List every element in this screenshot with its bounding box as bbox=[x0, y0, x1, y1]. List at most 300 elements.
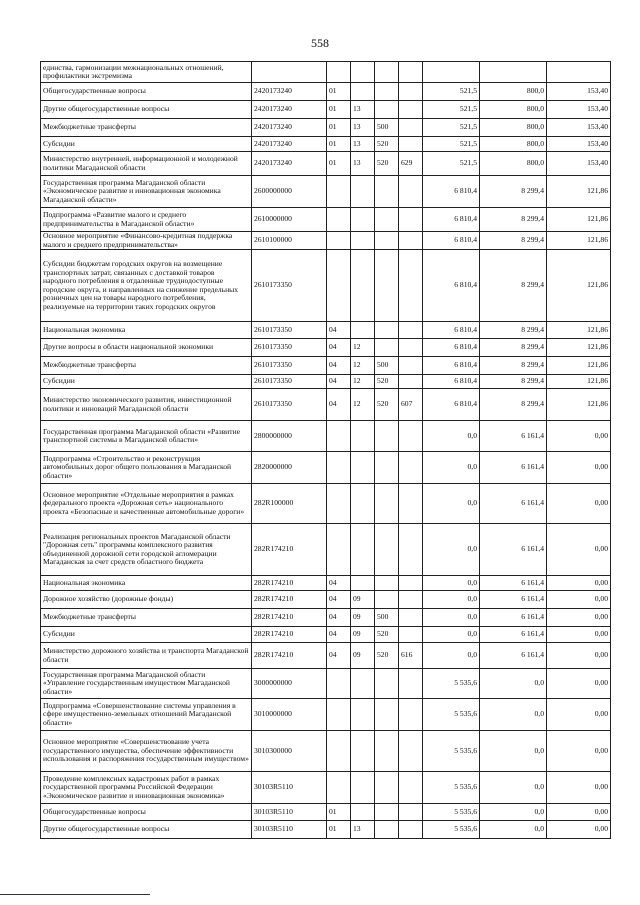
row-csr-code: 2610173350 bbox=[252, 322, 327, 339]
row-percent: 121,86 bbox=[547, 250, 611, 322]
row-value-1: 0,0 bbox=[423, 484, 480, 524]
row-value-1: 6 810,4 bbox=[423, 389, 480, 421]
row-section-code bbox=[327, 208, 351, 232]
row-expense-type-code bbox=[375, 669, 399, 699]
row-administrator-code bbox=[399, 731, 423, 772]
row-expense-type-code bbox=[375, 484, 399, 524]
row-value-2: 8 299,4 bbox=[480, 357, 547, 375]
row-subsection-code bbox=[351, 524, 375, 576]
row-expense-type-code: 520 bbox=[375, 152, 399, 176]
table-row bbox=[41, 322, 611, 339]
row-csr-code: 282R174210 bbox=[252, 524, 327, 576]
row-value-1: 6 810,4 bbox=[423, 250, 480, 322]
row-section-code bbox=[327, 232, 351, 250]
row-value-1: 5 535,6 bbox=[423, 821, 480, 839]
table-row bbox=[41, 83, 611, 101]
row-section-code: 04 bbox=[327, 389, 351, 421]
row-section-code: 01 bbox=[327, 804, 351, 821]
table-row bbox=[41, 152, 611, 176]
row-section-code: 04 bbox=[327, 609, 351, 627]
row-csr-code: 30103R5110 bbox=[252, 804, 327, 821]
row-administrator-code: 607 bbox=[399, 389, 423, 421]
table-row bbox=[41, 731, 611, 772]
row-section-code: 04 bbox=[327, 643, 351, 669]
row-subsection-code: 13 bbox=[351, 152, 375, 176]
row-administrator-code bbox=[399, 591, 423, 609]
table-row bbox=[41, 452, 611, 484]
row-name: единства, гармонизации межнациональных отношений, профилактики экстремизма bbox=[41, 62, 252, 83]
row-percent: 121,86 bbox=[547, 322, 611, 339]
row-subsection-code bbox=[351, 421, 375, 452]
row-section-code bbox=[327, 484, 351, 524]
row-expense-type-code: 520 bbox=[375, 627, 399, 643]
row-section-code: 04 bbox=[327, 576, 351, 591]
row-expense-type-code bbox=[375, 339, 399, 357]
row-value-1: 6 810,4 bbox=[423, 375, 480, 389]
table-row bbox=[41, 576, 611, 591]
table-row bbox=[41, 250, 611, 322]
row-csr-code: 282R174210 bbox=[252, 643, 327, 669]
row-value-2: 6 161,4 bbox=[480, 609, 547, 627]
row-administrator-code bbox=[399, 821, 423, 839]
row-section-code: 04 bbox=[327, 322, 351, 339]
row-percent: 121,86 bbox=[547, 357, 611, 375]
row-percent: 153,40 bbox=[547, 152, 611, 176]
row-expense-type-code bbox=[375, 83, 399, 101]
row-percent: 0,00 bbox=[547, 452, 611, 484]
row-expense-type-code bbox=[375, 731, 399, 772]
row-name: Национальная экономика bbox=[41, 322, 252, 339]
row-expense-type-code: 500 bbox=[375, 119, 399, 137]
row-value-2: 8 299,4 bbox=[480, 176, 547, 208]
table-row bbox=[41, 101, 611, 119]
row-csr-code: 282R174210 bbox=[252, 591, 327, 609]
row-administrator-code bbox=[399, 232, 423, 250]
row-value-2: 0,0 bbox=[480, 731, 547, 772]
row-section-code: 01 bbox=[327, 83, 351, 101]
row-administrator-code bbox=[399, 452, 423, 484]
row-value-1: 5 535,6 bbox=[423, 731, 480, 772]
row-section-code bbox=[327, 452, 351, 484]
row-name: Основное мероприятие «Отдельные мероприятия в рамках федерального проекта «Дорожная сеть» национального проекта «Безопасные и качественные автомобильные дороги» bbox=[41, 484, 252, 524]
row-name: Дорожное хозяйство (дорожные фонды) bbox=[41, 591, 252, 609]
row-value-2: 6 161,4 bbox=[480, 452, 547, 484]
row-section-code: 01 bbox=[327, 119, 351, 137]
row-section-code bbox=[327, 772, 351, 804]
table-row bbox=[41, 357, 611, 375]
row-administrator-code bbox=[399, 62, 423, 83]
row-section-code bbox=[327, 524, 351, 576]
row-name: Проведение комплексных кадастровых работ в рамках государственной программы Российской Федерации «Экономическое развитие и инновационная экономика» bbox=[41, 772, 252, 804]
row-expense-type-code bbox=[375, 176, 399, 208]
row-subsection-code bbox=[351, 322, 375, 339]
table-row bbox=[41, 232, 611, 250]
table-row bbox=[41, 484, 611, 524]
row-percent: 121,86 bbox=[547, 375, 611, 389]
row-value-2: 800,0 bbox=[480, 152, 547, 176]
row-name: Основное мероприятие «Финансово-кредитная поддержка малого и среднего предпринимательства» bbox=[41, 232, 252, 250]
row-percent: 121,86 bbox=[547, 389, 611, 421]
row-csr-code: 3010000000 bbox=[252, 699, 327, 731]
table-row bbox=[41, 176, 611, 208]
table-row bbox=[41, 421, 611, 452]
row-expense-type-code bbox=[375, 421, 399, 452]
row-expense-type-code bbox=[375, 524, 399, 576]
row-name: Подпрограмма «Строительство и реконструкция автомобильных дорог общего пользования в Магаданской области» bbox=[41, 452, 252, 484]
page-number: 558 bbox=[311, 36, 329, 50]
row-name: Другие вопросы в области национальной экономики bbox=[41, 339, 252, 357]
row-expense-type-code bbox=[375, 250, 399, 322]
row-subsection-code: 13 bbox=[351, 821, 375, 839]
row-csr-code: 3000000000 bbox=[252, 669, 327, 699]
row-name: Другие общегосударственные вопросы bbox=[41, 101, 252, 119]
row-administrator-code bbox=[399, 250, 423, 322]
row-administrator-code bbox=[399, 421, 423, 452]
row-csr-code: 2420173240 bbox=[252, 119, 327, 137]
row-expense-type-code: 500 bbox=[375, 357, 399, 375]
row-csr-code: 2600000000 bbox=[252, 176, 327, 208]
row-percent: 121,86 bbox=[547, 176, 611, 208]
row-subsection-code bbox=[351, 484, 375, 524]
table-row bbox=[41, 389, 611, 421]
row-percent: 0,00 bbox=[547, 484, 611, 524]
row-value-1: 0,0 bbox=[423, 421, 480, 452]
row-value-1: 521,5 bbox=[423, 152, 480, 176]
row-value-2: 8 299,4 bbox=[480, 232, 547, 250]
row-subsection-code: 13 bbox=[351, 137, 375, 152]
table-row bbox=[41, 804, 611, 821]
row-value-1: 0,0 bbox=[423, 452, 480, 484]
row-subsection-code bbox=[351, 699, 375, 731]
row-value-2 bbox=[480, 62, 547, 83]
row-expense-type-code bbox=[375, 804, 399, 821]
row-expense-type-code bbox=[375, 591, 399, 609]
row-administrator-code bbox=[399, 627, 423, 643]
row-value-2: 0,0 bbox=[480, 699, 547, 731]
row-name: Другие общегосударственные вопросы bbox=[41, 821, 252, 839]
row-value-2: 8 299,4 bbox=[480, 208, 547, 232]
row-expense-type-code: 520 bbox=[375, 375, 399, 389]
row-administrator-code: 629 bbox=[399, 152, 423, 176]
table-row bbox=[41, 627, 611, 643]
row-name: Субсидии bbox=[41, 627, 252, 643]
row-name: Субсидии bbox=[41, 375, 252, 389]
row-value-1: 6 810,4 bbox=[423, 339, 480, 357]
row-subsection-code: 12 bbox=[351, 375, 375, 389]
row-administrator-code bbox=[399, 524, 423, 576]
row-expense-type-code bbox=[375, 772, 399, 804]
row-percent: 0,00 bbox=[547, 669, 611, 699]
row-section-code bbox=[327, 62, 351, 83]
row-subsection-code: 12 bbox=[351, 389, 375, 421]
row-csr-code: 2420173240 bbox=[252, 137, 327, 152]
row-administrator-code bbox=[399, 804, 423, 821]
row-name: Министерство внутренней, информационной и молодежной политики Магаданской области bbox=[41, 152, 252, 176]
row-expense-type-code bbox=[375, 208, 399, 232]
row-value-1: 5 535,6 bbox=[423, 699, 480, 731]
row-value-1: 5 535,6 bbox=[423, 804, 480, 821]
row-percent: 0,00 bbox=[547, 731, 611, 772]
row-value-2: 8 299,4 bbox=[480, 339, 547, 357]
row-expense-type-code: 500 bbox=[375, 609, 399, 627]
row-value-1: 0,0 bbox=[423, 591, 480, 609]
table-row bbox=[41, 772, 611, 804]
row-subsection-code: 13 bbox=[351, 119, 375, 137]
row-value-2: 800,0 bbox=[480, 101, 547, 119]
row-section-code bbox=[327, 669, 351, 699]
row-subsection-code: 09 bbox=[351, 591, 375, 609]
row-subsection-code bbox=[351, 176, 375, 208]
row-percent: 0,00 bbox=[547, 772, 611, 804]
row-percent: 0,00 bbox=[547, 804, 611, 821]
row-expense-type-code bbox=[375, 322, 399, 339]
row-percent: 0,00 bbox=[547, 627, 611, 643]
row-administrator-code bbox=[399, 176, 423, 208]
row-value-1: 5 535,6 bbox=[423, 669, 480, 699]
row-value-2: 0,0 bbox=[480, 669, 547, 699]
row-name: Подпрограмма «Развитие малого и среднего предпринимательства в Магаданской области» bbox=[41, 208, 252, 232]
row-subsection-code bbox=[351, 208, 375, 232]
row-expense-type-code bbox=[375, 452, 399, 484]
row-csr-code: 2610173350 bbox=[252, 250, 327, 322]
row-expense-type-code bbox=[375, 821, 399, 839]
row-expense-type-code bbox=[375, 699, 399, 731]
row-name: Реализация региональных проектов Магаданской области "Дорожная сеть" программы комплексного развития объединенной дорожной сети городской агломерации Магаданская за счет средств областного бюджета bbox=[41, 524, 252, 576]
row-value-2: 8 299,4 bbox=[480, 375, 547, 389]
row-value-2: 8 299,4 bbox=[480, 250, 547, 322]
table-row bbox=[41, 643, 611, 669]
row-section-code: 01 bbox=[327, 152, 351, 176]
row-value-1 bbox=[423, 62, 480, 83]
table-row bbox=[41, 699, 611, 731]
row-subsection-code bbox=[351, 232, 375, 250]
row-name: Основное мероприятие «Совершенствование учета государственного имущества, обеспечение эффективности использования и распоряжения государственным имуществом» bbox=[41, 731, 252, 772]
row-name: Национальная экономика bbox=[41, 576, 252, 591]
row-value-1: 521,5 bbox=[423, 119, 480, 137]
row-section-code: 04 bbox=[327, 339, 351, 357]
row-name: Субсидии бюджетам городских округов на возмещение транспортных затрат, связанных с доставкой товаров народного потребления в отдаленные труднодоступные городские округа, и направленных на снижение предельных розничных цен на товары народного потребления, реализуемые на территории таких городских округов bbox=[41, 250, 252, 322]
row-section-code bbox=[327, 731, 351, 772]
table-row bbox=[41, 524, 611, 576]
row-value-1: 521,5 bbox=[423, 83, 480, 101]
row-subsection-code bbox=[351, 62, 375, 83]
table-row bbox=[41, 591, 611, 609]
row-subsection-code bbox=[351, 731, 375, 772]
row-section-code: 04 bbox=[327, 357, 351, 375]
row-section-code: 04 bbox=[327, 591, 351, 609]
table-row bbox=[41, 669, 611, 699]
row-value-2: 8 299,4 bbox=[480, 389, 547, 421]
row-administrator-code bbox=[399, 669, 423, 699]
row-administrator-code bbox=[399, 119, 423, 137]
row-administrator-code: 616 bbox=[399, 643, 423, 669]
row-section-code bbox=[327, 699, 351, 731]
row-csr-code: 2420173240 bbox=[252, 152, 327, 176]
row-value-1: 6 810,4 bbox=[423, 208, 480, 232]
row-percent: 153,40 bbox=[547, 83, 611, 101]
row-value-1: 521,5 bbox=[423, 101, 480, 119]
row-percent: 153,40 bbox=[547, 101, 611, 119]
row-value-1: 0,0 bbox=[423, 576, 480, 591]
row-value-2: 0,0 bbox=[480, 821, 547, 839]
row-subsection-code bbox=[351, 452, 375, 484]
row-value-1: 521,5 bbox=[423, 137, 480, 152]
row-percent: 0,00 bbox=[547, 591, 611, 609]
row-section-code: 04 bbox=[327, 627, 351, 643]
row-value-1: 0,0 bbox=[423, 627, 480, 643]
table-row bbox=[41, 821, 611, 839]
row-value-2: 6 161,4 bbox=[480, 591, 547, 609]
row-administrator-code bbox=[399, 699, 423, 731]
row-value-2: 800,0 bbox=[480, 119, 547, 137]
row-percent bbox=[547, 62, 611, 83]
footer-rule bbox=[0, 894, 150, 895]
table-row bbox=[41, 339, 611, 357]
row-value-2: 0,0 bbox=[480, 804, 547, 821]
row-value-2: 6 161,4 bbox=[480, 627, 547, 643]
row-administrator-code bbox=[399, 101, 423, 119]
row-percent: 0,00 bbox=[547, 699, 611, 731]
row-administrator-code bbox=[399, 339, 423, 357]
row-expense-type-code bbox=[375, 232, 399, 250]
budget-table bbox=[40, 61, 611, 839]
row-percent: 121,86 bbox=[547, 339, 611, 357]
row-administrator-code bbox=[399, 357, 423, 375]
row-value-2: 6 161,4 bbox=[480, 484, 547, 524]
row-value-2: 6 161,4 bbox=[480, 576, 547, 591]
row-section-code bbox=[327, 250, 351, 322]
row-percent: 0,00 bbox=[547, 524, 611, 576]
row-csr-code: 282R100000 bbox=[252, 484, 327, 524]
row-value-1: 6 810,4 bbox=[423, 322, 480, 339]
row-subsection-code bbox=[351, 804, 375, 821]
row-name: Общегосударственные вопросы bbox=[41, 804, 252, 821]
row-percent: 121,86 bbox=[547, 208, 611, 232]
row-administrator-code bbox=[399, 576, 423, 591]
row-subsection-code: 13 bbox=[351, 101, 375, 119]
row-subsection-code: 12 bbox=[351, 357, 375, 375]
row-value-1: 6 810,4 bbox=[423, 176, 480, 208]
row-csr-code: 2420173240 bbox=[252, 83, 327, 101]
row-csr-code: 30103R5110 bbox=[252, 772, 327, 804]
row-csr-code: 2420173240 bbox=[252, 101, 327, 119]
row-csr-code: 2610173350 bbox=[252, 357, 327, 375]
row-csr-code: 2820000000 bbox=[252, 452, 327, 484]
row-administrator-code bbox=[399, 83, 423, 101]
row-section-code: 04 bbox=[327, 375, 351, 389]
table-row bbox=[41, 208, 611, 232]
row-name: Министерство экономического развития, инвестиционной политики и инноваций Магаданской области bbox=[41, 389, 252, 421]
row-administrator-code bbox=[399, 772, 423, 804]
row-csr-code: 2610173350 bbox=[252, 375, 327, 389]
row-expense-type-code bbox=[375, 62, 399, 83]
table-row bbox=[41, 119, 611, 137]
row-percent: 0,00 bbox=[547, 643, 611, 669]
row-csr-code: 282R174210 bbox=[252, 576, 327, 591]
row-section-code: 01 bbox=[327, 137, 351, 152]
row-percent: 121,86 bbox=[547, 232, 611, 250]
row-csr-code: 282R174210 bbox=[252, 609, 327, 627]
row-name: Субсидии bbox=[41, 137, 252, 152]
row-subsection-code bbox=[351, 83, 375, 101]
row-administrator-code bbox=[399, 137, 423, 152]
row-csr-code: 30103R5110 bbox=[252, 821, 327, 839]
row-subsection-code bbox=[351, 576, 375, 591]
row-value-2: 0,0 bbox=[480, 772, 547, 804]
table-row bbox=[41, 375, 611, 389]
row-expense-type-code bbox=[375, 101, 399, 119]
row-administrator-code bbox=[399, 484, 423, 524]
row-section-code bbox=[327, 421, 351, 452]
row-section-code: 01 bbox=[327, 101, 351, 119]
row-csr-code bbox=[252, 62, 327, 83]
row-name: Государственная программа Магаданской области «Управление государственным имуществом Магаданской области» bbox=[41, 669, 252, 699]
row-percent: 0,00 bbox=[547, 576, 611, 591]
row-percent: 0,00 bbox=[547, 421, 611, 452]
row-value-2: 800,0 bbox=[480, 137, 547, 152]
row-percent: 153,40 bbox=[547, 137, 611, 152]
row-subsection-code bbox=[351, 250, 375, 322]
row-name: Государственная программа Магаданской области «Развитие транспортной системы в Магаданской области» bbox=[41, 421, 252, 452]
row-value-2: 6 161,4 bbox=[480, 524, 547, 576]
row-name: Межбюджетные трансферты bbox=[41, 609, 252, 627]
row-value-1: 5 535,6 bbox=[423, 772, 480, 804]
row-csr-code: 2610173350 bbox=[252, 339, 327, 357]
row-name: Общегосударственные вопросы bbox=[41, 83, 252, 101]
row-value-1: 6 810,4 bbox=[423, 232, 480, 250]
row-value-2: 6 161,4 bbox=[480, 643, 547, 669]
row-expense-type-code: 520 bbox=[375, 643, 399, 669]
row-name: Государственная программа Магаданской области «Экономическое развитие и инновационная экономика Магаданской области» bbox=[41, 176, 252, 208]
table-row bbox=[41, 62, 611, 83]
row-subsection-code: 09 bbox=[351, 609, 375, 627]
row-subsection-code bbox=[351, 669, 375, 699]
row-value-2: 8 299,4 bbox=[480, 322, 547, 339]
row-value-1: 0,0 bbox=[423, 643, 480, 669]
row-section-code bbox=[327, 176, 351, 208]
row-csr-code: 282R174210 bbox=[252, 627, 327, 643]
row-name: Министерство дорожного хозяйства и транспорта Магаданской области bbox=[41, 643, 252, 669]
row-name: Межбюджетные трансферты bbox=[41, 119, 252, 137]
row-csr-code: 2610173350 bbox=[252, 389, 327, 421]
row-csr-code: 2800000000 bbox=[252, 421, 327, 452]
row-administrator-code bbox=[399, 375, 423, 389]
row-expense-type-code: 520 bbox=[375, 389, 399, 421]
row-subsection-code: 12 bbox=[351, 339, 375, 357]
row-value-2: 6 161,4 bbox=[480, 421, 547, 452]
row-csr-code: 3010300000 bbox=[252, 731, 327, 772]
row-section-code: 01 bbox=[327, 821, 351, 839]
row-value-2: 800,0 bbox=[480, 83, 547, 101]
row-value-1: 6 810,4 bbox=[423, 357, 480, 375]
row-percent: 0,00 bbox=[547, 609, 611, 627]
row-value-1: 0,0 bbox=[423, 609, 480, 627]
row-subsection-code: 09 bbox=[351, 643, 375, 669]
row-subsection-code bbox=[351, 772, 375, 804]
row-expense-type-code: 520 bbox=[375, 137, 399, 152]
row-subsection-code: 09 bbox=[351, 627, 375, 643]
row-value-1: 0,0 bbox=[423, 524, 480, 576]
table-row bbox=[41, 609, 611, 627]
row-administrator-code bbox=[399, 322, 423, 339]
row-name: Межбюджетные трансферты bbox=[41, 357, 252, 375]
row-csr-code: 2610000000 bbox=[252, 208, 327, 232]
row-percent: 0,00 bbox=[547, 821, 611, 839]
row-percent: 153,40 bbox=[547, 119, 611, 137]
row-csr-code: 2610100000 bbox=[252, 232, 327, 250]
row-name: Подпрограмма «Совершенствование системы управления в сфере имущественно-земельных отношений Магаданской области» bbox=[41, 699, 252, 731]
row-administrator-code bbox=[399, 208, 423, 232]
